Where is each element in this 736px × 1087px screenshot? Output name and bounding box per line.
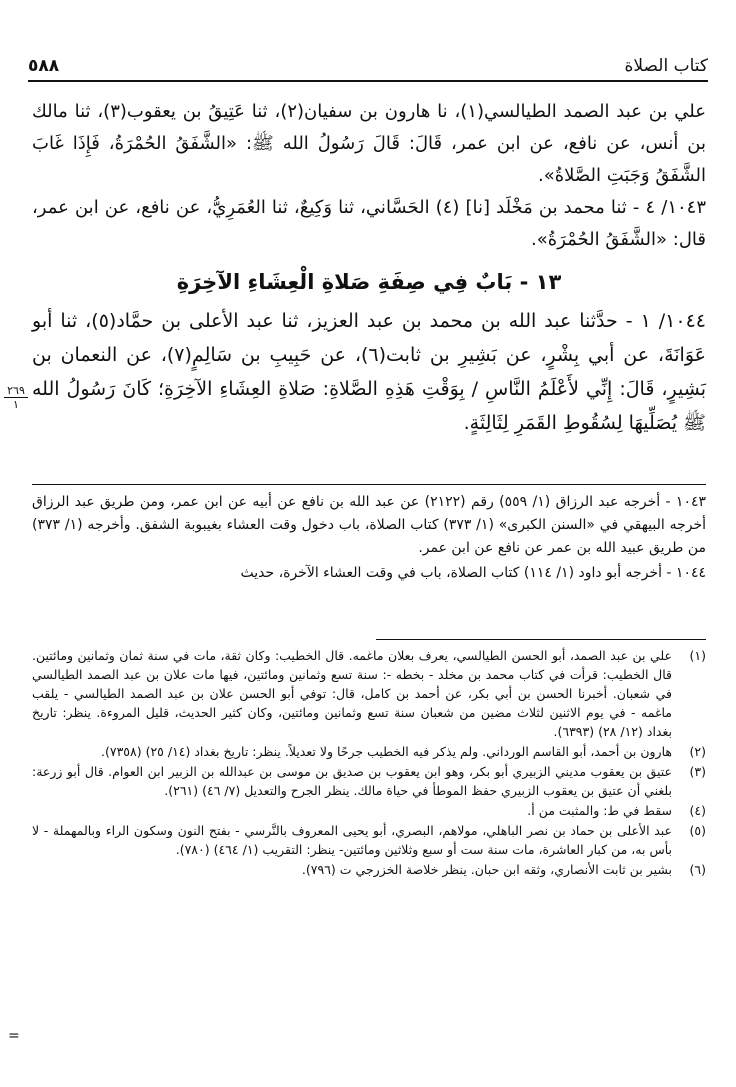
hadith-paragraph-3: ١٠٤٤/ ١ - حدَّثنا عبد الله بن محمد بن عبد العزيز، ثنا عبد الأعلى بن حمَّاد(٥)، ثنا أبو عَوَانَةَ، عن أبي بِشْرٍ، عن بَشِيرِ بن ثابت(٦)، عن حَبِيبِ بن سَالِمٍ(٧)، عن النعمان بن بَشِيرٍ، قَالَ: إِنِّي لأَعْلَمُ النَّاسِ / بِوَقْتِ هَذِهِ الصَّلاةِ: صَلاةِ العِشَاءِ الآخِرَةِ؛ كَانَ رَسُولُ الله ﷺ يُصَلِّيهَا لِسُقُوطِ القَمَرِ لِثَالِثَةٍ. (32, 310, 706, 434)
footnote-text: بشير بن ثابت الأنصاري، وثقه ابن حبان. ينظر خلاصة الخزرجي ت (٧٩٦). (301, 862, 672, 877)
hadith-paragraph-2: ١٠٤٣/ ٤ - ثنا محمد بن مَخْلَد [نا] (٤) الحَسَّاني، ثنا وَكِيعٌ، ثنا العُمَرِيُّ، عن نافع، عن ابن عمر، قال: «الشَّفَقُ الحُمْرَةُ». (32, 197, 706, 250)
page-header (28, 52, 708, 82)
margin-page-reference (4, 384, 28, 411)
footnotes (32, 646, 706, 880)
footnote-number: (٣) (689, 764, 706, 779)
footnote-text: هارون بن أحمد، أبو القاسم الورداني. ولم يذكر فيه الخطيب جرحًا ولا تعديلاً. ينظر: تاريخ بغداد (١٤/ ٢٥) (٧٣٥٨). (101, 744, 672, 759)
footnote-number: (٥) (689, 823, 706, 838)
footnote-item (32, 762, 706, 800)
edge-mark: = (8, 1028, 20, 1044)
footnote-item (32, 860, 706, 879)
chapter-title: ١٣ - بَابٌ فِي صِفَةِ صَلاةِ الْعِشَاءِ الآخِرَةِ (176, 270, 562, 294)
footnote-number: (١) (689, 648, 706, 663)
footnote-item (32, 821, 706, 859)
takhrij-1044: ١٠٤٤ - أخرجه أبو داود (١/ ١١٤) كتاب الصلاة، باب في وقت العشاء الآخرة، حديث (240, 565, 706, 581)
footnote-item (32, 742, 706, 761)
main-text (32, 96, 706, 440)
footnote-number: (٦) (689, 862, 706, 877)
footnote-text: عبد الأعلى بن حماد بن نصر الباهلي، مولاهم، البصري، أبو يحيى المعروف بالنَّرسي - بفتح النون وسكون الراء وبالمهملة - لا بأس به، من كبار العاشرة، مات سنة ست أو سبع وثلاثين ومائتين- ينظر: التقريب (١/ ٤٦٤) (٧٨٠). (32, 823, 672, 857)
footnote-text: علي بن عبد الصمد، أبو الحسن الطيالسي، يعرف بعلان ماغمه. قال الخطيب: وكان ثقة، مات في سنة ثمان وثمانين ومائتين. قال الخطيب: قرأت في كتاب محمد بن مخلد - بخطه -: سنة تسع وثمانين ومائتين، فيها مات علان بن عبد الصمد الطيالسي في شعبان. أخبرنا الحسن بن أبي بكر، عن أحمد بن كامل، قال: توفي أبو الحسن علان بن عبد الصمد الطيالسي - يلقب ماغمه - في يوم الاثنين لثلاث مضين من شعبان سنة تسع وثمانين ومائتين، وكان كثير الحديث، قليل المروءة. ينظر: تاريخ بغداد (١٢/ ٢٨) (٦٣٩٣). (32, 648, 672, 739)
footnote-text: سقط في ط: والمثبت من أ. (527, 803, 672, 818)
footnote-text: عتيق بن يعقوب مديني الزبيري أبو بكر، وهو ابن يعقوب بن صديق بن موسى بن عبدالله بن الزبير ابن العوام. قال أبو زرعة: بلغني أن عتيق بن يعقوب الزبيري حفظ الموطأ في حياة مالك. ينظر الجرح والتعديل (٧/ ٤٦) (٢٦١). (32, 764, 672, 798)
footnote-divider (376, 639, 706, 640)
takhrij-1043: ١٠٤٣ - أخرجه عبد الرزاق (١/ ٥٥٩) رقم (٢١٢٢) عن عبد الله بن نافع عن أبيه عن ابن عمر، ومن طريق عبد الرزاق أخرجه البيهقي في «السنن الكبرى» (١/ ٣٧٣) كتاب الصلاة، باب دخول وقت العشاء بغيبوبة الشفق. وأخرجه (١/ ٣٧٣) من طريق عبيد الله بن عمر عن نافع عن ابن عمر. (32, 494, 706, 556)
margin-ref-top: ٢٦٩ (4, 384, 28, 398)
footnote-item (32, 801, 706, 820)
footnote-number: (٢) (689, 744, 706, 759)
page-number: ٥٨٨ (28, 56, 60, 76)
margin-ref-bottom: ١ (13, 398, 19, 411)
hadith-paragraph-1: علي بن عبد الصمد الطيالسي(١)، نا هارون بن سفيان(٢)، ثنا عَتِيقُ بن يعقوب(٣)، ثنا مالك بن أنس، عن نافع، عن ابن عمر، قَالَ: قَالَ رَسُولُ الله ﷺ: «الشَّفَقُ الحُمْرَةُ، فَإِذَا غَابَ الشَّفَقُ وَجَبَتِ الصَّلاةُ». (32, 101, 706, 186)
footnote-item (32, 646, 706, 741)
footnote-number: (٤) (689, 803, 706, 818)
running-title: كتاب الصلاة (624, 56, 708, 76)
takhrij-section (32, 484, 706, 587)
